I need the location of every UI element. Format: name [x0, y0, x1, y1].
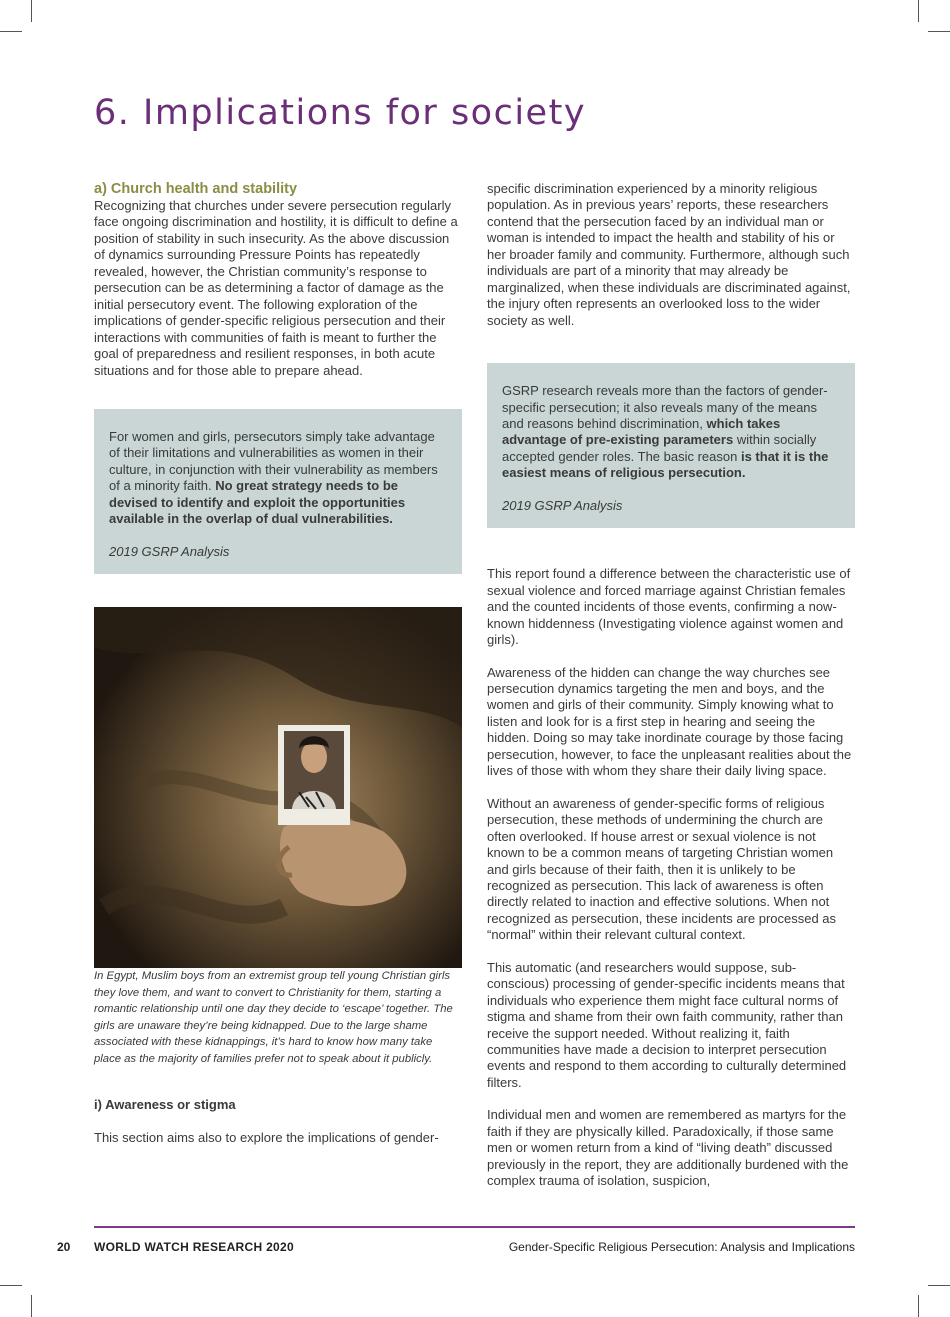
body-paragraph: specific discrimination experienced by a minority religious population. As in previous years’ reports, these researchers contend that the persecution faced by an individual man or woman is intended to impact the health and stability of his or her broader family and community. Furthermore, although such individuals are part of a minority that may already be marginalized, when these individuals are discriminated against, the injury often represents an overlooked loss to the wider society as well. [487, 181, 851, 328]
body-paragraph: This automatic (and researchers would suppose, sub-conscious) processing of gender-specific incidents means that individuals who experience them might face cultural norms of stigma and shame from their own faith community, rather than receive the support needed. Without realizing it, faith communities have made a decision to interpret persecution events and respond to them according to culturally determined filters. [487, 959, 847, 1090]
crop-mark [0, 1285, 22, 1286]
body-paragraph: This section aims also to explore the implications of gender- [94, 1129, 439, 1145]
callout-source: 2019 GSRP Analysis [109, 543, 230, 559]
page-title: 6. Implications for society [94, 93, 587, 133]
crop-mark [0, 31, 22, 32]
footer-report-title: Gender-Specific Religious Persecution: Analysis and Implications [508, 1240, 855, 1254]
footer-publication: WORLD WATCH RESEARCH 2020 [94, 1240, 294, 1254]
crop-mark [918, 0, 919, 22]
body-paragraph: Awareness of the hidden can change the way churches see persecution dynamics targeting the men and boys, and the women and girls of their community. Simply knowing what to listen and look for is a first step in hearing and seeing the hidden. Doing so may take inordinate courage by those facing persecution, however, to face the unpleasant realities about the lives of those with whom they share their daily living space. [487, 664, 852, 779]
crop-mark [31, 1295, 32, 1317]
photo-illustration [94, 607, 462, 968]
photo-caption: In Egypt, Muslim boys from an extremist group tell young Christian girls they love them, and want to convert to Christianity for them, starting a romantic relationship until one day they decide to ‘escape’ together. The girls are unaware they’re being kidnapped. Due to the large shame associated with these kidnappings, it’s hard to know how many take place as the majority of families prefer not to speak about it publicly. [94, 970, 453, 1065]
crop-mark [31, 0, 32, 22]
photo [94, 607, 462, 968]
left-column [94, 180, 462, 1146]
subsection-heading: i) Awareness or stigma [94, 1097, 236, 1113]
crop-mark [928, 31, 950, 32]
body-paragraph: Individual men and women are remembered as martyrs for the faith if they are physically killed. Paradoxically, if those same men or women return from a kind of “living death” discussed previously in the report, they are additionally burdened with the complex trauma of isolation, suspicion, [487, 1107, 849, 1189]
right-column [487, 181, 855, 1190]
body-paragraph: This report found a difference between the characteristic use of sexual violence and forced marriage against Christian females and the counted incidents of those events, confirming a now-known hiddenness (Investigating violence against women and girls). [487, 566, 851, 648]
footer-rule [94, 1226, 855, 1228]
callout-box [94, 409, 462, 574]
section-heading: a) Church health and stability [94, 181, 298, 197]
page-number: 20 [57, 1240, 71, 1254]
callout-text: GSRP research reveals more than the factors of gender-specific persecution; it also reveals many of the means and reasons behind discrimination, which takes advantage of pre-existing parameters within socially accepted gender roles. The basic reason is that it is the easiest means of religious persecution. [502, 383, 829, 481]
callout-text: For women and girls, persecutors simply take advantage of their limitations and vulnerabilities as women in their culture, in conjunction with their vulnerability as members of a minority faith. No great strategy needs to be devised to identify and exploit the opportunities available in the overlap of dual vulnerabilities. [109, 428, 438, 527]
callout-box [487, 363, 855, 528]
body-paragraph: Without an awareness of gender-specific forms of religious persecution, these methods of undermining the church are often overlooked. If house arrest or sexual violence is not known to be a common means of targeting Christian women and girls because of their faith, then it is unlikely to be recognized as persecution. This lack of awareness is often directly related to inaction and effective solutions. When not recognized as persecution, these incidents are processed as “normal” within their relevant cultural context. [487, 795, 837, 943]
crop-mark [928, 1285, 950, 1286]
callout-source: 2019 GSRP Analysis [502, 497, 623, 513]
crop-mark [918, 1295, 919, 1317]
body-paragraph: Recognizing that churches under severe persecution regularly face ongoing discrimination and hostility, it is difficult to define a position of stability in such insecurity. As the above discussion of dynamics surrounding Pressure Points has repeatedly revealed, however, the Christian community’s response to persecution can be as determining a factor of damage as the initial persecutory event. The following exploration of the implications of gender-specific religious persecution and their interactions with communities of faith is meant to further the goal of preparedness and resilient responses, in both acute situations and for those able to prepare ahead. [94, 198, 458, 378]
